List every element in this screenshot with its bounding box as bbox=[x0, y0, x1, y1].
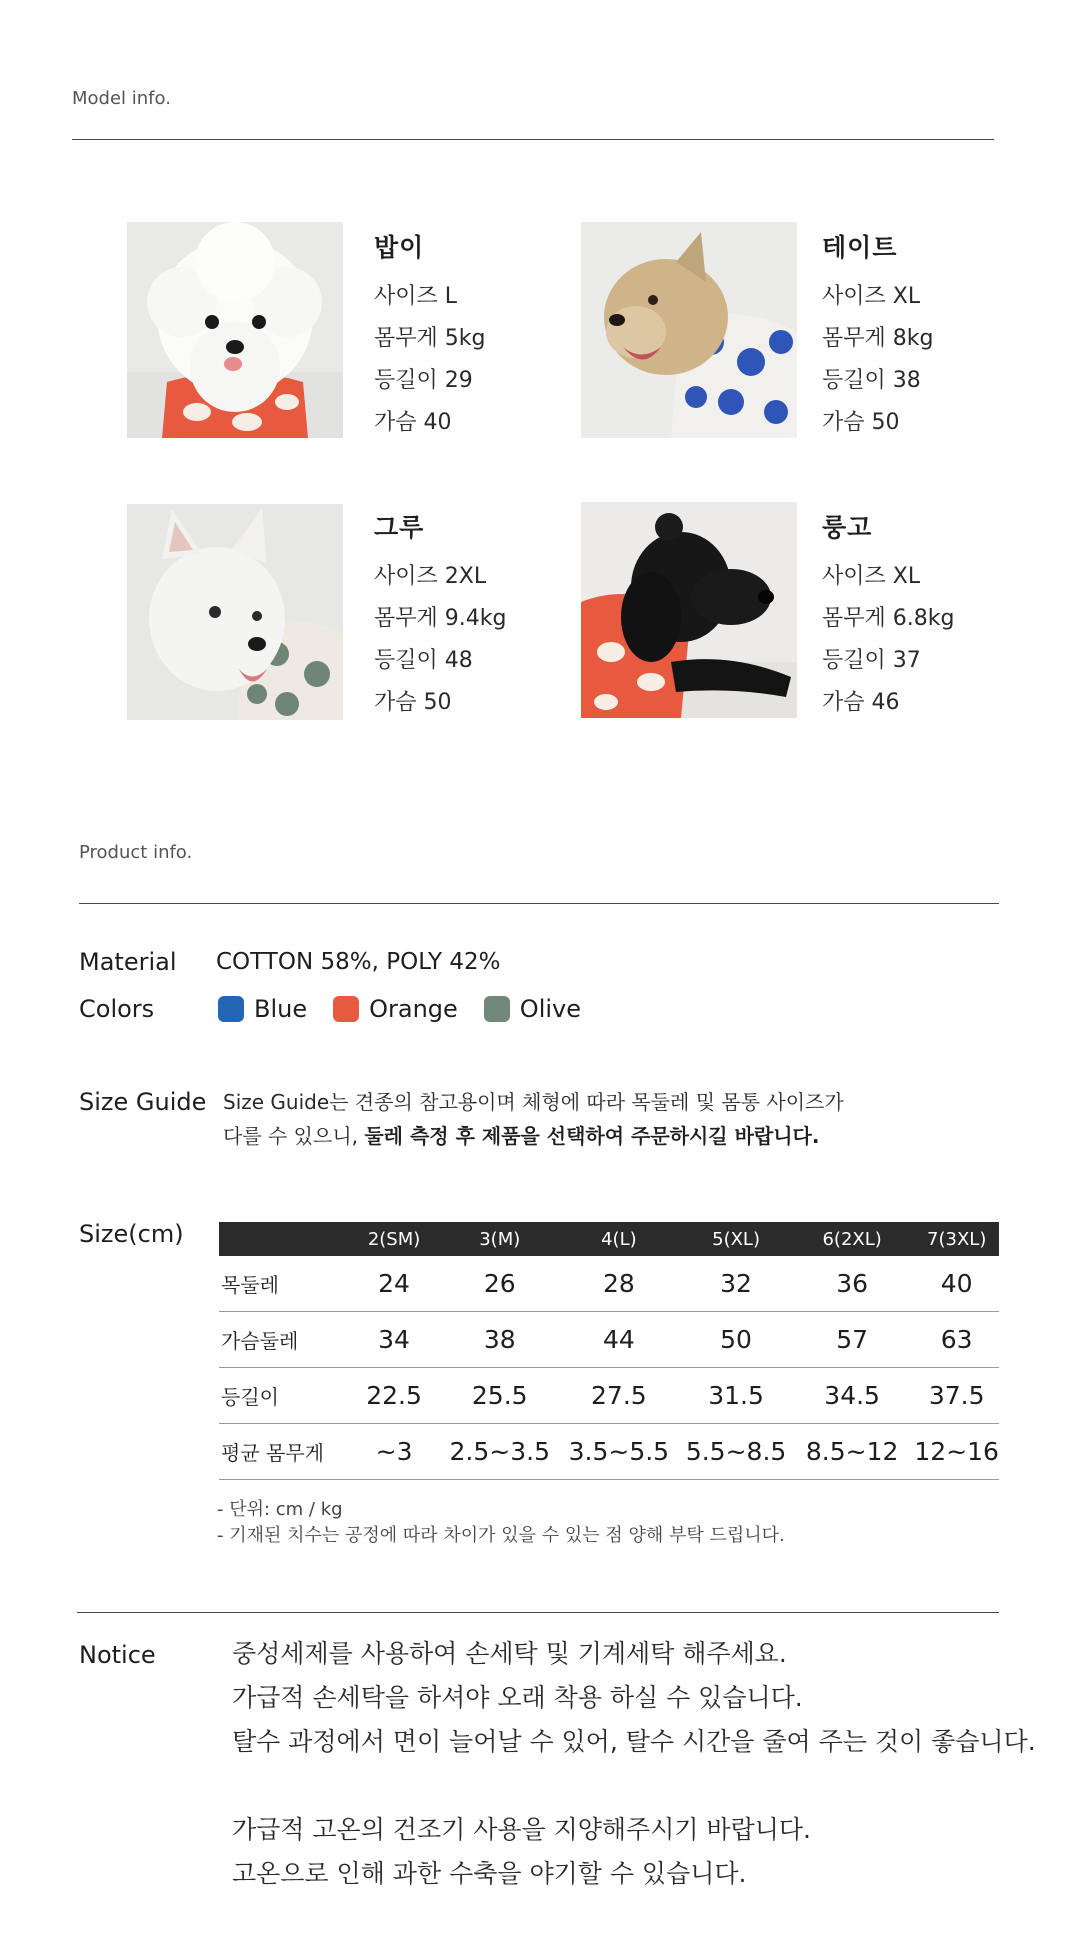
size-column-header: 6(2XL) bbox=[790, 1222, 914, 1256]
table-cell: 34 bbox=[344, 1312, 444, 1368]
color-item-orange bbox=[333, 995, 458, 1023]
row-label: 평균 몸무게 bbox=[219, 1424, 344, 1480]
table-cell: 36 bbox=[790, 1256, 914, 1312]
model-chest: 가슴 46 bbox=[822, 690, 900, 715]
model-photo-lungo bbox=[581, 502, 797, 718]
size-table-notes bbox=[217, 1497, 785, 1549]
color-name: Orange bbox=[369, 995, 458, 1023]
table-cell: 8.5~12 bbox=[790, 1424, 914, 1480]
table-cell: ~3 bbox=[344, 1424, 444, 1480]
model-back-length: 등길이 37 bbox=[822, 648, 921, 673]
model-chest: 가슴 40 bbox=[374, 410, 452, 435]
model-size: 사이즈 2XL bbox=[374, 564, 487, 589]
table-cell: 26 bbox=[444, 1256, 555, 1312]
model-info-label: Model info. bbox=[72, 88, 171, 109]
table-cell: 22.5 bbox=[344, 1368, 444, 1424]
model-back-length: 등길이 29 bbox=[374, 368, 473, 393]
row-label: 등길이 bbox=[219, 1368, 344, 1424]
product-info-label: Product info. bbox=[79, 842, 193, 863]
model-info-lungo bbox=[822, 508, 954, 724]
model-photo-bobi bbox=[127, 222, 343, 438]
model-info-divider bbox=[72, 139, 994, 140]
model-size: 사이즈 XL bbox=[822, 284, 921, 309]
model-name: 테이트 bbox=[822, 233, 898, 262]
color-swatch-orange bbox=[333, 996, 359, 1022]
table-cell: 5.5~8.5 bbox=[682, 1424, 790, 1480]
header-blank bbox=[219, 1222, 344, 1256]
color-swatch-blue bbox=[218, 996, 244, 1022]
table-cell: 27.5 bbox=[555, 1368, 682, 1424]
material-label: Material bbox=[79, 948, 177, 976]
color-name: Olive bbox=[519, 995, 581, 1023]
model-weight: 몸무게 5kg bbox=[374, 326, 486, 351]
table-row bbox=[219, 1256, 999, 1312]
size-guide-line-1: Size Guide는 견종의 참고용이며 체형에 따라 목둘레 및 몸통 사이즈가 bbox=[223, 1090, 844, 1114]
notice-line: 탈수 과정에서 면이 늘어날 수 있어, 탈수 시간을 줄여 주는 것이 좋습니다. bbox=[232, 1727, 1036, 1756]
table-cell: 50 bbox=[682, 1312, 790, 1368]
model-size: 사이즈 L bbox=[374, 284, 458, 309]
table-cell: 40 bbox=[914, 1256, 999, 1312]
table-row bbox=[219, 1312, 999, 1368]
size-guide-line-2 bbox=[223, 1119, 844, 1153]
model-photo-gru bbox=[127, 504, 343, 720]
model-back-length: 등길이 48 bbox=[374, 648, 473, 673]
size-table-header bbox=[219, 1222, 999, 1256]
table-cell: 37.5 bbox=[914, 1368, 999, 1424]
model-back-length: 등길이 38 bbox=[822, 368, 921, 393]
colors-label: Colors bbox=[79, 995, 155, 1023]
model-info-bobi bbox=[374, 228, 485, 444]
table-cell: 63 bbox=[914, 1312, 999, 1368]
model-size: 사이즈 XL bbox=[822, 564, 921, 589]
size-guide-plain: 다를 수 있으니, bbox=[223, 1124, 365, 1148]
model-chest: 가슴 50 bbox=[374, 690, 452, 715]
size-column-header: 2(SM) bbox=[344, 1222, 444, 1256]
row-label: 가슴둘레 bbox=[219, 1312, 344, 1368]
notice-label: Notice bbox=[79, 1641, 156, 1669]
notice-line-spacer bbox=[232, 1764, 1036, 1808]
size-table-label: Size(cm) bbox=[79, 1220, 184, 1248]
table-cell: 57 bbox=[790, 1312, 914, 1368]
notice-line: 고온으로 인해 과한 수축을 야기할 수 있습니다. bbox=[232, 1859, 747, 1888]
table-row bbox=[219, 1368, 999, 1424]
model-photo-tate bbox=[581, 222, 797, 438]
notice-divider bbox=[77, 1612, 999, 1613]
product-info-divider bbox=[79, 903, 999, 904]
model-chest: 가슴 50 bbox=[822, 410, 900, 435]
table-cell: 24 bbox=[344, 1256, 444, 1312]
notice-line: 가급적 고온의 건조기 사용을 지양해주시기 바랍니다. bbox=[232, 1815, 811, 1844]
size-column-header: 5(XL) bbox=[682, 1222, 790, 1256]
row-label: 목둘레 bbox=[219, 1256, 344, 1312]
model-name: 그루 bbox=[374, 513, 425, 542]
table-cell: 25.5 bbox=[444, 1368, 555, 1424]
size-guide-emphasis: 둘레 측정 후 제품을 선택하여 주문하시길 바랍니다. bbox=[364, 1124, 820, 1148]
notice-line: 가급적 손세탁을 하셔야 오래 착용 하실 수 있습니다. bbox=[232, 1683, 803, 1712]
table-cell: 34.5 bbox=[790, 1368, 914, 1424]
model-info-gru bbox=[374, 508, 506, 724]
model-name: 밥이 bbox=[374, 233, 425, 262]
variance-note: - 기재된 치수는 공정에 따라 차이가 있을 수 있는 점 양해 부탁 드립니다. bbox=[217, 1525, 785, 1546]
notice-text bbox=[232, 1632, 1036, 1896]
table-cell: 28 bbox=[555, 1256, 682, 1312]
table-cell: 12~16 bbox=[914, 1424, 999, 1480]
model-weight: 몸무게 8kg bbox=[822, 326, 934, 351]
table-cell: 31.5 bbox=[682, 1368, 790, 1424]
model-weight: 몸무게 6.8kg bbox=[822, 606, 955, 631]
material-value: COTTON 58%, POLY 42% bbox=[216, 949, 501, 975]
color-list bbox=[218, 995, 607, 1023]
unit-note: - 단위: cm / kg bbox=[217, 1499, 343, 1520]
model-info-tate bbox=[822, 228, 933, 444]
size-guide-label: Size Guide bbox=[79, 1088, 207, 1116]
color-swatch-olive bbox=[484, 996, 510, 1022]
table-cell: 2.5~3.5 bbox=[444, 1424, 555, 1480]
table-cell: 44 bbox=[555, 1312, 682, 1368]
model-weight: 몸무게 9.4kg bbox=[374, 606, 507, 631]
table-cell: 3.5~5.5 bbox=[555, 1424, 682, 1480]
model-name: 룽고 bbox=[822, 513, 873, 542]
color-name: Blue bbox=[254, 995, 308, 1023]
color-item-olive bbox=[484, 995, 581, 1023]
size-column-header: 7(3XL) bbox=[914, 1222, 999, 1256]
size-guide-text bbox=[223, 1085, 844, 1153]
color-item-blue bbox=[218, 995, 307, 1023]
size-column-header: 4(L) bbox=[555, 1222, 682, 1256]
notice-line: 중성세제를 사용하여 손세탁 및 기계세탁 해주세요. bbox=[232, 1639, 787, 1668]
size-column-header: 3(M) bbox=[444, 1222, 555, 1256]
table-cell: 32 bbox=[682, 1256, 790, 1312]
table-row bbox=[219, 1424, 999, 1480]
table-cell: 38 bbox=[444, 1312, 555, 1368]
size-table bbox=[219, 1222, 999, 1480]
